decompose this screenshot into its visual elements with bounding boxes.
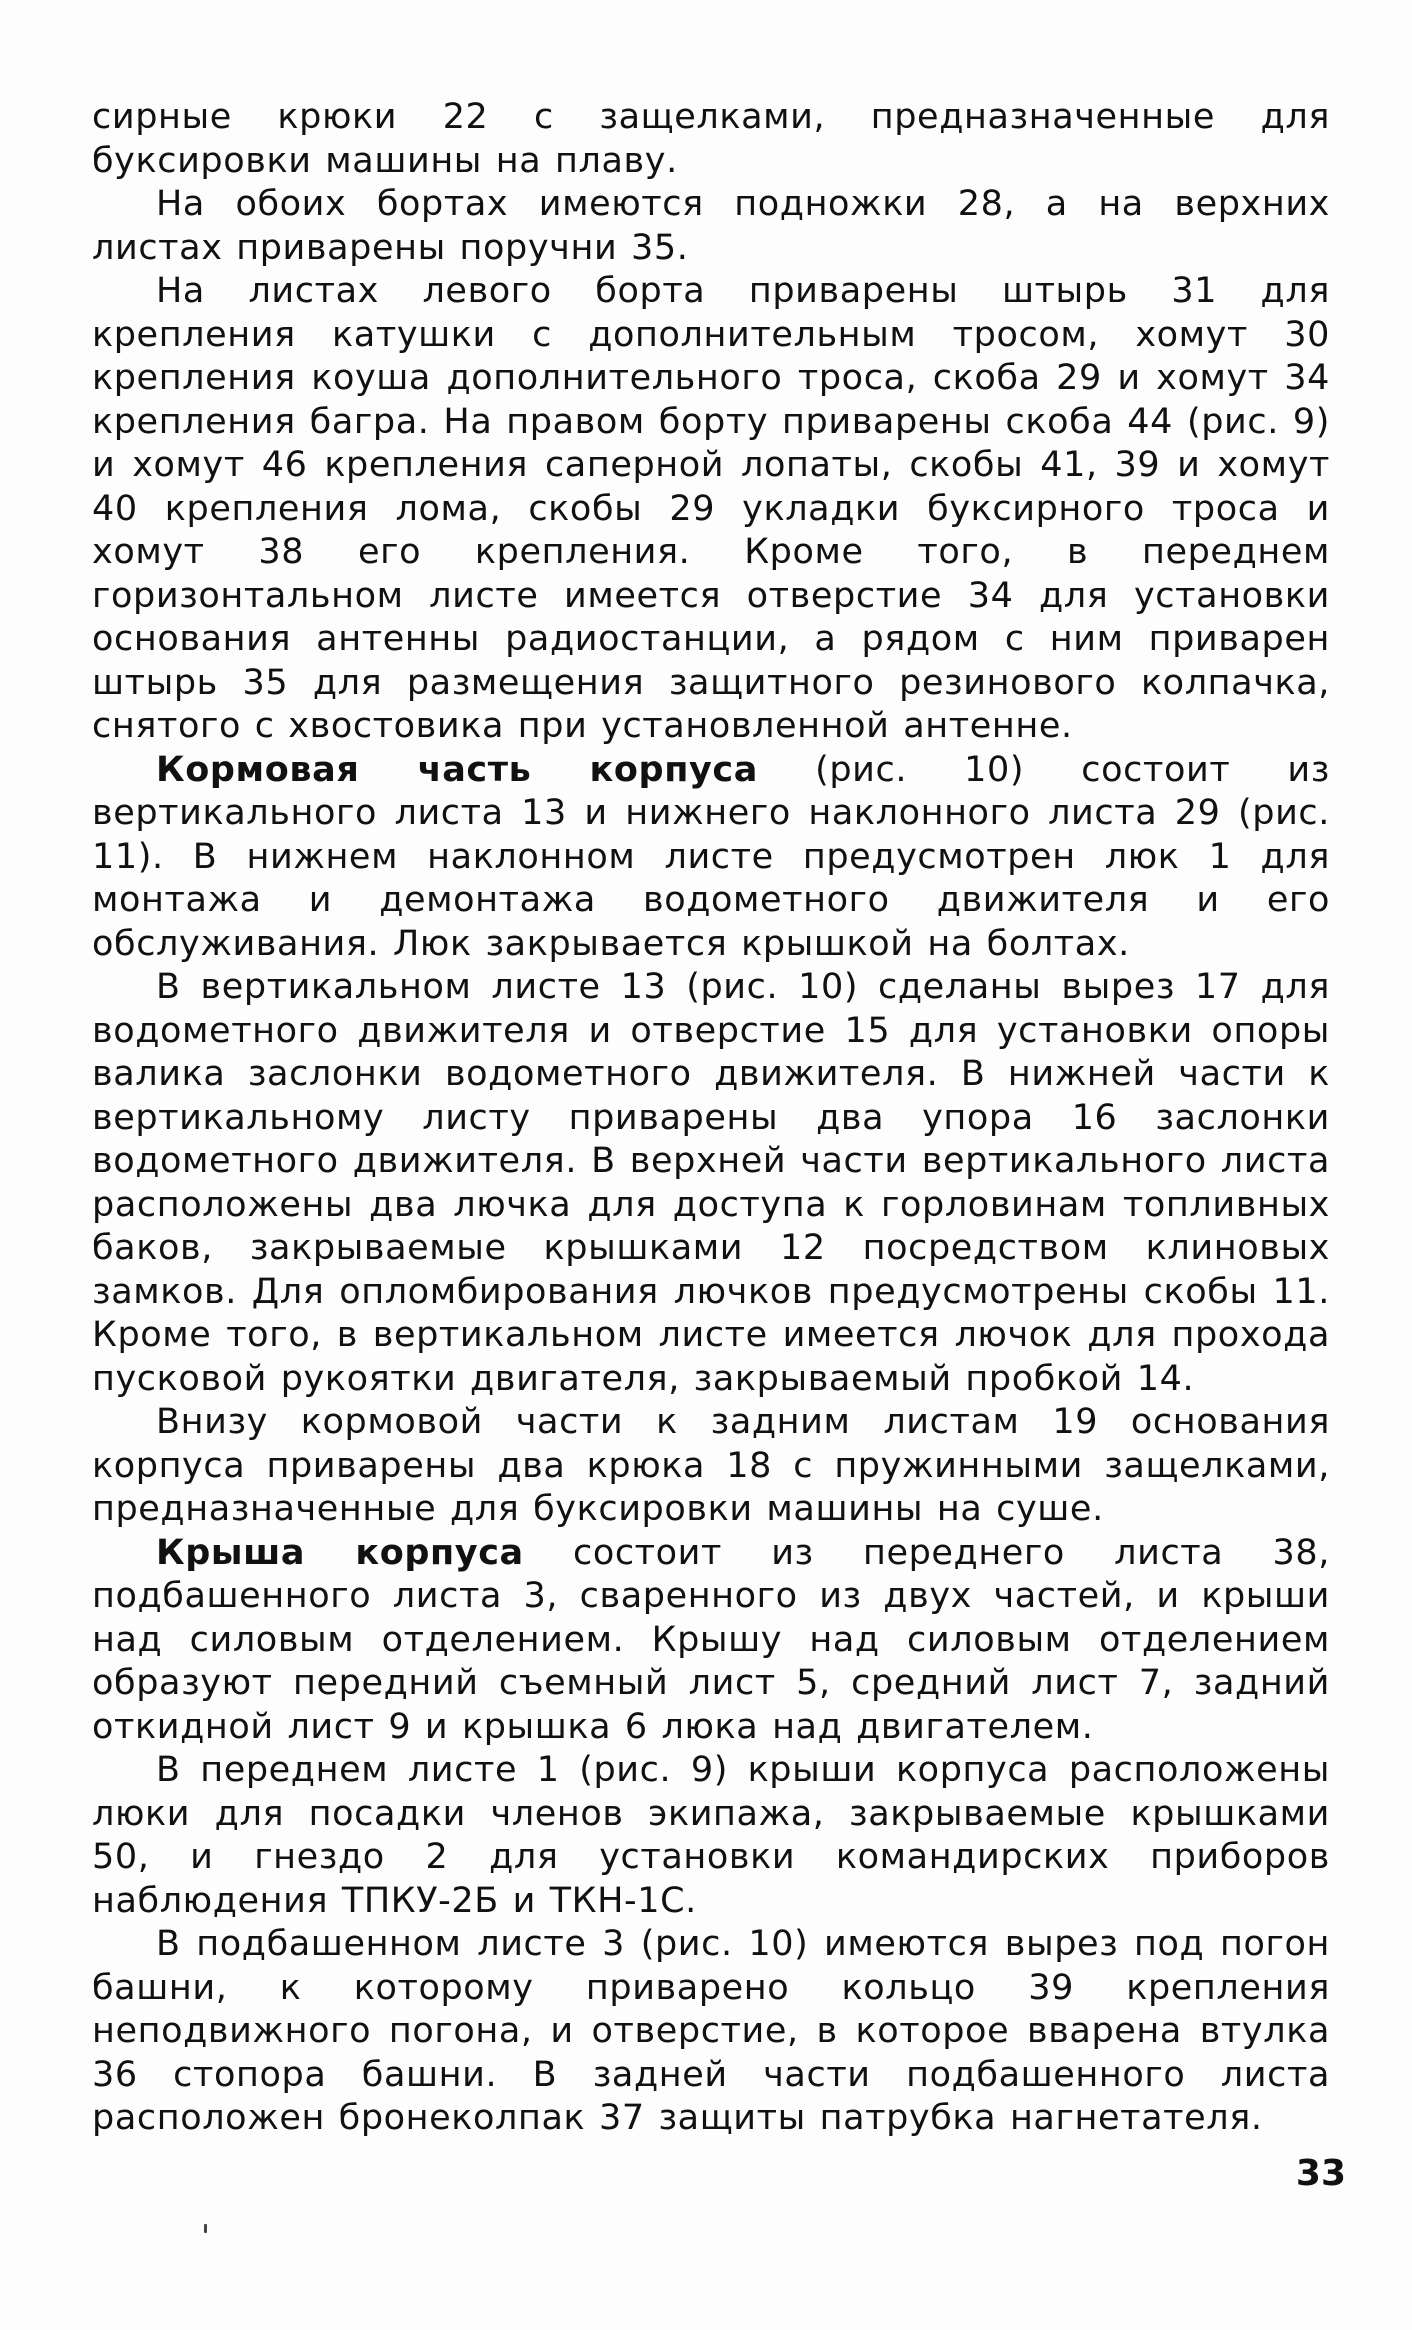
paragraph-text: На листах левого борта приварены штырь 31 для крепления катушки с дополнительным тросом, хомут 30 крепления коуша дополнительного троса, скоба 29 и хомут 34 крепления багра. На правом борту приварены скоба 44 (рис. 9) и хомут 46 крепления саперной лопаты, скобы 41, 39 и хомут 40 крепления лома, скобы 29 укладки буксирного троса и хомут 38 его крепления. Кроме того, в переднем горизонтальном листе имеется отверстие 34 для установки основания антенны радиостанции, а рядом с ним приварен штырь 35 для размещения защитного резинового колпачка, снятого с хвостовика при установленной антенне.	[92, 271, 1330, 746]
paragraph-towing-hooks	[92, 1401, 1330, 1532]
section-heading: Кормовая часть корпуса	[156, 749, 758, 790]
body-text	[92, 96, 1330, 2141]
paragraph-vertical-sheet	[92, 966, 1330, 1401]
paragraph-text: Внизу кормовой части к задним листам 19 основания корпуса приварены два крюка 18 с пружинными защелками, предназначенные для буксировки машины на суше.	[92, 1402, 1330, 1529]
paragraph-text: В вертикальном листе 13 (рис. 10) сделаны вырез 17 для водометного движителя и отверстие 15 для установки опоры валика заслонки водометного движителя. В нижней части к вертикальному листу приварены два упора 16 заслонки водометного движителя. В верхней части вертикального листа расположены два лючка для доступа к горловинам топливных баков, закрываемые крышками 12 посредством клиновых замков. Для опломбирования лючков предусмотрены скобы 11. Кроме того, в вертикальном листе имеется лючок для прохода пусковой рукоятки двигателя, закрываемый пробкой 14.	[92, 967, 1330, 1399]
paragraph-text: В подбашенном листе 3 (рис. 10) имеются вырез под погон башни, к которому приварено кольцо 39 крепления неподвижного погона, и отверстие, в которое вварена втулка 36 стопора башни. В задней части подбашенного листа расположен бронеколпак 37 защиты патрубка нагнетателя.	[92, 1924, 1330, 2138]
page-number: 33	[1295, 2153, 1346, 2194]
paragraph-continuation	[92, 96, 1330, 183]
paragraph-front-roof-sheet	[92, 1749, 1330, 1923]
paragraph-text: На обоих бортах имеются подножки 28, а на верхних листах приварены поручни 35.	[92, 184, 1330, 268]
paragraph-turret-sheet	[92, 1923, 1330, 2141]
paragraph-text: состоит из переднего листа 38, подбашенного листа 3, сваренного из двух частей, и крыши над силовым отделением. Крышу над силовым отделением образуют передний съемный лист 5, средний лист 7, задний откидной лист 9 и крышка 6 люка над двигателем.	[92, 1532, 1330, 1747]
paragraph-text: В переднем листе 1 (рис. 9) крыши корпуса расположены люки для посадки членов экипажа, закрываемые крышками 50, и гнездо 2 для установки командирских приборов наблюдения ТПКУ-2Б и ТКН-1С.	[92, 1750, 1330, 1921]
section-heading: Крыша корпуса	[156, 1532, 524, 1573]
paragraph-left-side-fittings	[92, 270, 1330, 749]
print-speck	[204, 2224, 207, 2233]
paragraph-stern-section	[92, 749, 1330, 967]
paragraph-footsteps	[92, 183, 1330, 270]
paragraph-hull-roof	[92, 1532, 1330, 1750]
paragraph-text: сирные крюки 22 с защелками, предназначенные для буксировки машины на плаву.	[92, 97, 1330, 181]
paragraph-text: (рис. 10) состоит из вертикального листа 13 и нижнего наклонного листа 29 (рис. 11). В нижнем наклонном листе предусмотрен люк 1 для монтажа и демонтажа водометного движителя и его обслуживания. Люк закрывается крышкой на болтах.	[92, 749, 1330, 964]
